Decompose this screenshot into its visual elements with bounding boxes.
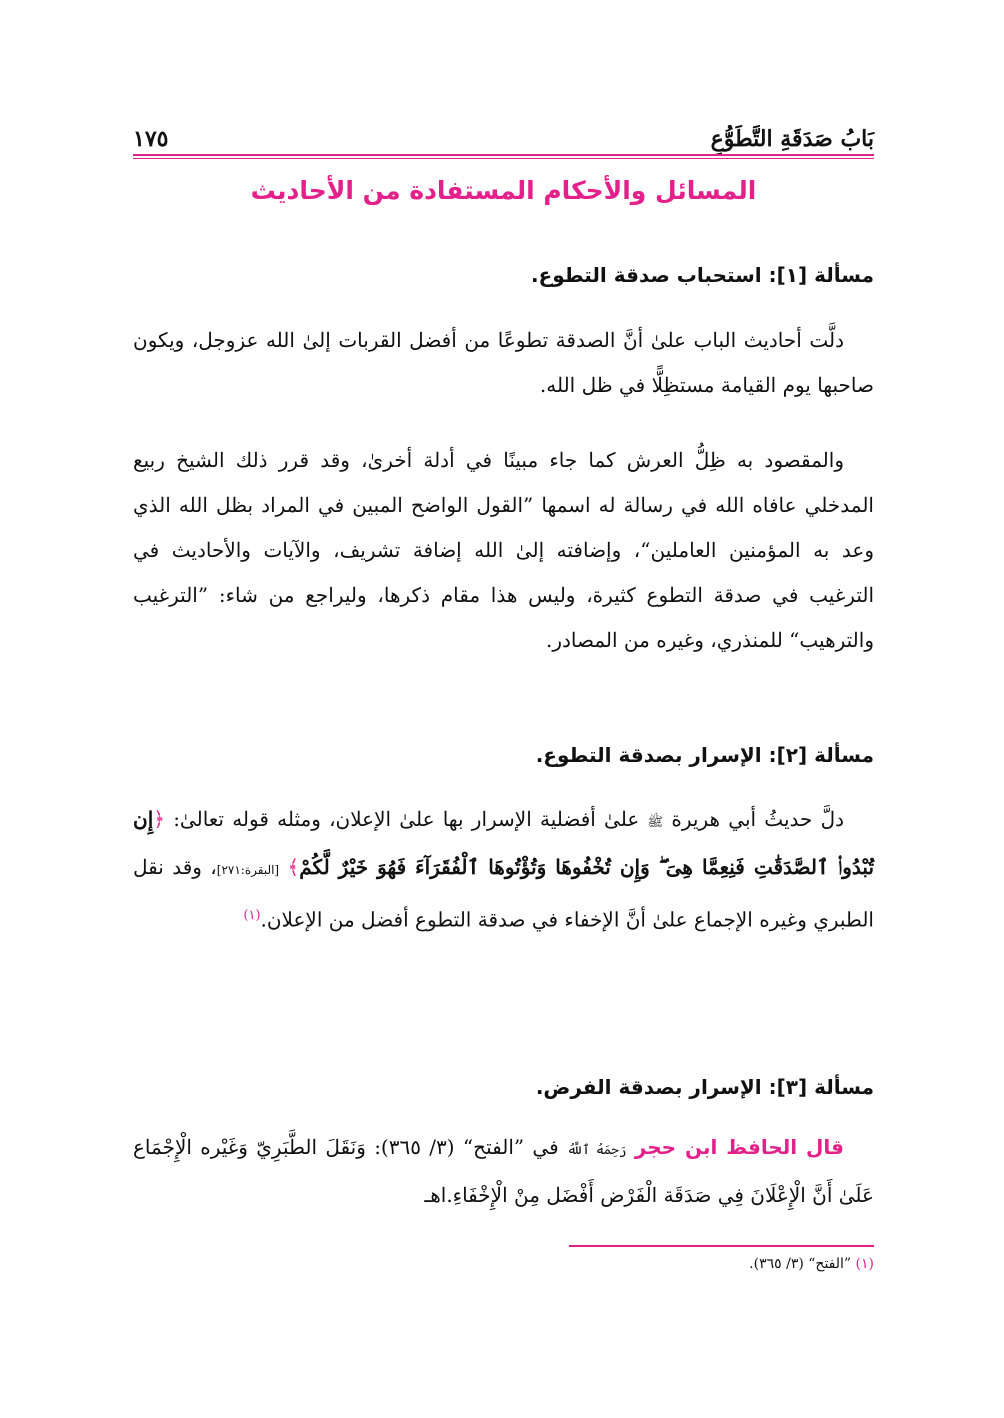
- footnote-marker: (١): [243, 908, 261, 923]
- honorific: ﷺ: [647, 815, 664, 830]
- paragraph: [133, 797, 874, 943]
- running-title: بَابُ صَدَقَةِ التَّطَوُّعِ: [710, 126, 874, 152]
- page-number: ١٧٥: [133, 126, 169, 152]
- issue-heading-1: [133, 263, 874, 287]
- footnote-text: ”الفتح“ (٣/ ٣٦٥).: [749, 1256, 852, 1272]
- issue-title: الإسرار بصدقة الفرض.: [535, 1075, 762, 1099]
- quote-text: في ”الفتح“ (٣/ ٣٦٥): وَنَقَلَ الطَّبَرِيّ وَغَيْره الْإِجْمَاع عَلَىٰ أَنَّ الْإِعْلَانَ فِي صَدَقَة الْفَرْض أَفْضَل مِنْ الْإِخْفَاءِ.اهـ: [133, 1135, 874, 1207]
- issue-label: مسألة [٣]:: [768, 1075, 874, 1099]
- section-title: المسائل والأحكام المستفادة من الأحاديث: [250, 176, 757, 205]
- honorific: رَحِمَهُ ٱللَّهُ: [567, 1143, 627, 1158]
- page-header: [133, 112, 874, 152]
- header-rule-thin: [133, 158, 874, 159]
- paragraph-lead: دلَّ حديثُ أبي هريرة: [671, 807, 845, 831]
- quran-verse: إِن تُبْدُوا۟ ٱلصَّدَقَٰتِ فَنِعِمَّا هِىَ ۖ وَإِن تُخْفُوهَا وَتُؤْتُوهَا ٱلْفُقَرَآءَ فَهُوَ خَيْرٌ لَّكُمْ: [133, 807, 875, 879]
- issue-heading-2: [133, 743, 874, 767]
- issue-heading-3: [133, 1075, 874, 1099]
- verse-reference: [البقرة:٢٧١]: [216, 863, 280, 877]
- quran-open-bracket: ﴿: [153, 807, 165, 831]
- footnote: [749, 1256, 874, 1272]
- footnote-number: (١): [855, 1256, 874, 1272]
- issue-label: مسألة [١]:: [768, 263, 874, 287]
- issue-label: مسألة [٢]:: [768, 743, 874, 767]
- paragraph-text: دلَّت أحاديث الباب علىٰ أنَّ الصدقة تطوعًا من أفضل القربات إلىٰ الله عزوجل، ويكون صاحبها يوم القيامة مستظِلًّا في ظل الله.: [133, 328, 874, 397]
- quote-author: قال الحافظ ابن حجر: [634, 1135, 845, 1159]
- paragraph-rest: ، وقد نقل الطبري وغيره الإجماع علىٰ أنَّ الإخفاء في صدقة التطوع أفضل من الإعلان.: [133, 855, 874, 932]
- page: [133, 0, 874, 1418]
- paragraph: [133, 438, 874, 663]
- paragraph-text: والمقصود به ظِلُّ العرش كما جاء مبينًا في أدلة أخرىٰ، وقد قرر ذلك الشيخ ربيع المدخلي عافاه الله في رسالة له اسمها ”القول الواضح المبين في المراد بظل الله الذي وعد به المؤمنين العاملين“، وإضافته إلىٰ الله إضافة تشريف، والآيات والأحاديث في الترغيب في صدقة التطوع كثيرة، وليس هذا مقام ذكرها، وليراجع من شاء: ”الترغيب والترهيب“ للمنذري، وغيره من المصادر.: [133, 448, 874, 652]
- paragraph-text: علىٰ أفضلية الإسرار بها علىٰ الإعلان، ومثله قوله تعالىٰ:: [173, 807, 640, 831]
- footnote-rule: [569, 1245, 874, 1247]
- header-rule: [133, 154, 874, 156]
- paragraph: [133, 318, 874, 408]
- issue-title: الإسرار بصدقة التطوع.: [535, 743, 762, 767]
- quran-close-bracket: ﴾: [287, 855, 300, 879]
- paragraph: [133, 1125, 874, 1218]
- issue-title: استحباب صدقة التطوع.: [530, 263, 762, 287]
